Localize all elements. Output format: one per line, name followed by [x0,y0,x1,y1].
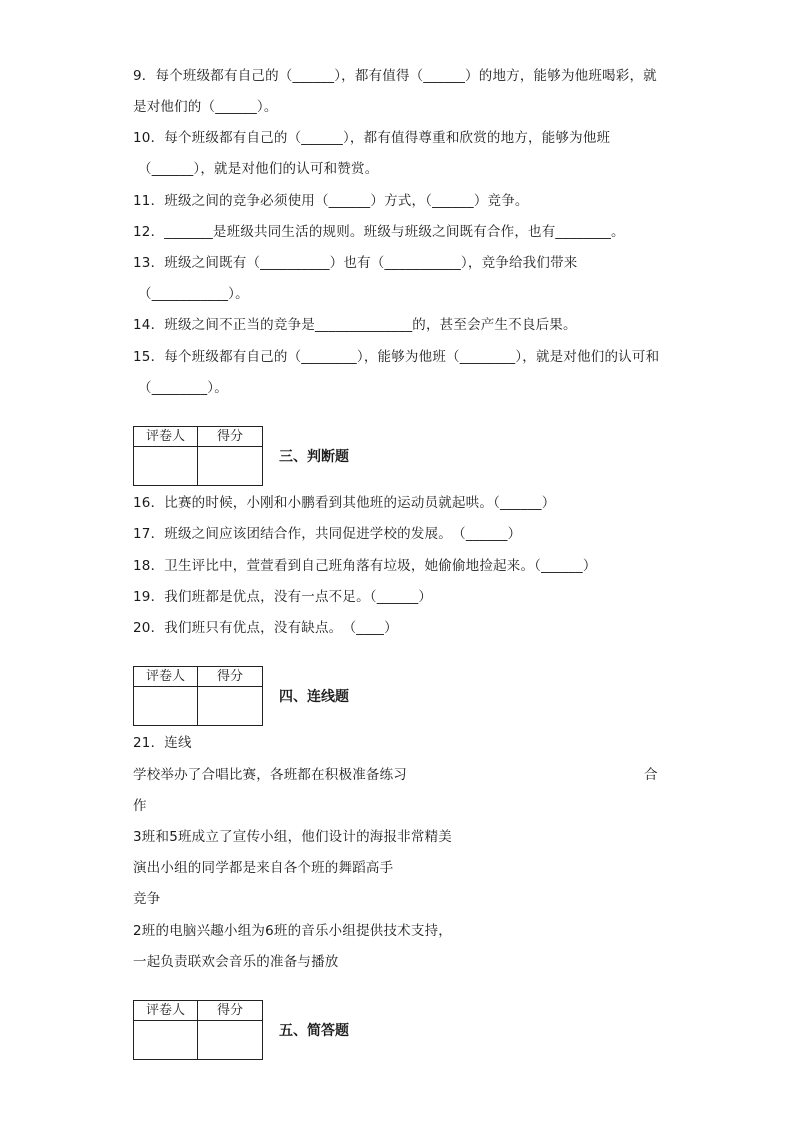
score-table-section5 [133,1000,263,1060]
match-right-cooperate-part1: 合 [644,767,658,783]
q10-line1: 10．每个班级都有自己的（______），都有值得尊重和欣赏的地方，能够为他班 [133,130,611,146]
q17-line: 17．班级之间应该团结合作，共同促进学校的发展。 （______） [133,526,522,542]
score-table-section4 [133,666,263,726]
section3-title: 三、判断题 [279,449,349,465]
q12-line: 12．_______是班级共同生活的规则。班级与班级之间既有合作，也有________。 [133,224,625,240]
q9-line2: 是对他们的（______）。 [133,99,278,115]
q16-line: 16．比赛的时候，小刚和小鹏看到其他班的运动员就起哄。（______） [133,495,556,511]
section4-title: 四、连线题 [279,689,349,705]
q15-line1: 15．每个班级都有自己的（________），能够为他班（________），就是对他们的认可和 [133,349,660,365]
score-table-section3 [133,426,263,486]
section5-title: 五、简答题 [279,1023,349,1039]
score-label: 得分 [216,1003,243,1018]
q14-line: 14．班级之间不正当的竞争是______________的，甚至会产生不良后果。 [133,317,577,333]
match-left-4-line1: 2班的电脑兴趣小组为6班的音乐小组提供技术支持， [133,923,452,939]
score-label: 得分 [216,429,243,444]
q19-line: 19．我们班都是优点，没有一点不足。（______） [133,589,433,605]
match-left-3: 演出小组的同学都是来自各个班的舞蹈高手 [133,860,394,876]
grader-label: 评卷人 [145,429,185,444]
q20-line: 20．我们班只有优点，没有缺点。 （____） [133,620,398,636]
q9-line1: 9．每个班级都有自己的（______），都有值得（______）的地方，能够为他班喝彩，就 [133,68,657,84]
q15-line2: （________）。 [138,380,228,396]
q18-line: 18．卫生评比中，萱萱看到自己班角落有垃圾，她偷偷地捡起来。（______） [133,558,597,574]
q21-title: 21．连线 [133,735,192,751]
match-left-4-line2: 一起负责联欢会音乐的准备与播放 [133,954,339,970]
match-left-2: 3班和5班成立了宣传小组，他们设计的海报非常精美 [133,829,452,845]
score-label: 得分 [216,669,243,684]
match-right-compete: 竞争 [133,891,161,907]
q13-line2: （___________）。 [138,286,249,302]
q10-line2: （______），就是对他们的认可和赞赏。 [138,161,379,177]
grader-label: 评卷人 [145,669,185,684]
match-left-1: 学校举办了合唱比赛，各班都在积极准备练习 [133,767,407,783]
q13-line1: 13．班级之间既有（__________）也有（___________），竞争给我们带来 [133,255,578,271]
q11-line: 11．班级之间的竞争必须使用（______）方式，（______）竞争。 [133,193,529,209]
match-right-cooperate-part2: 作 [133,798,147,814]
grader-label: 评卷人 [145,1003,185,1018]
